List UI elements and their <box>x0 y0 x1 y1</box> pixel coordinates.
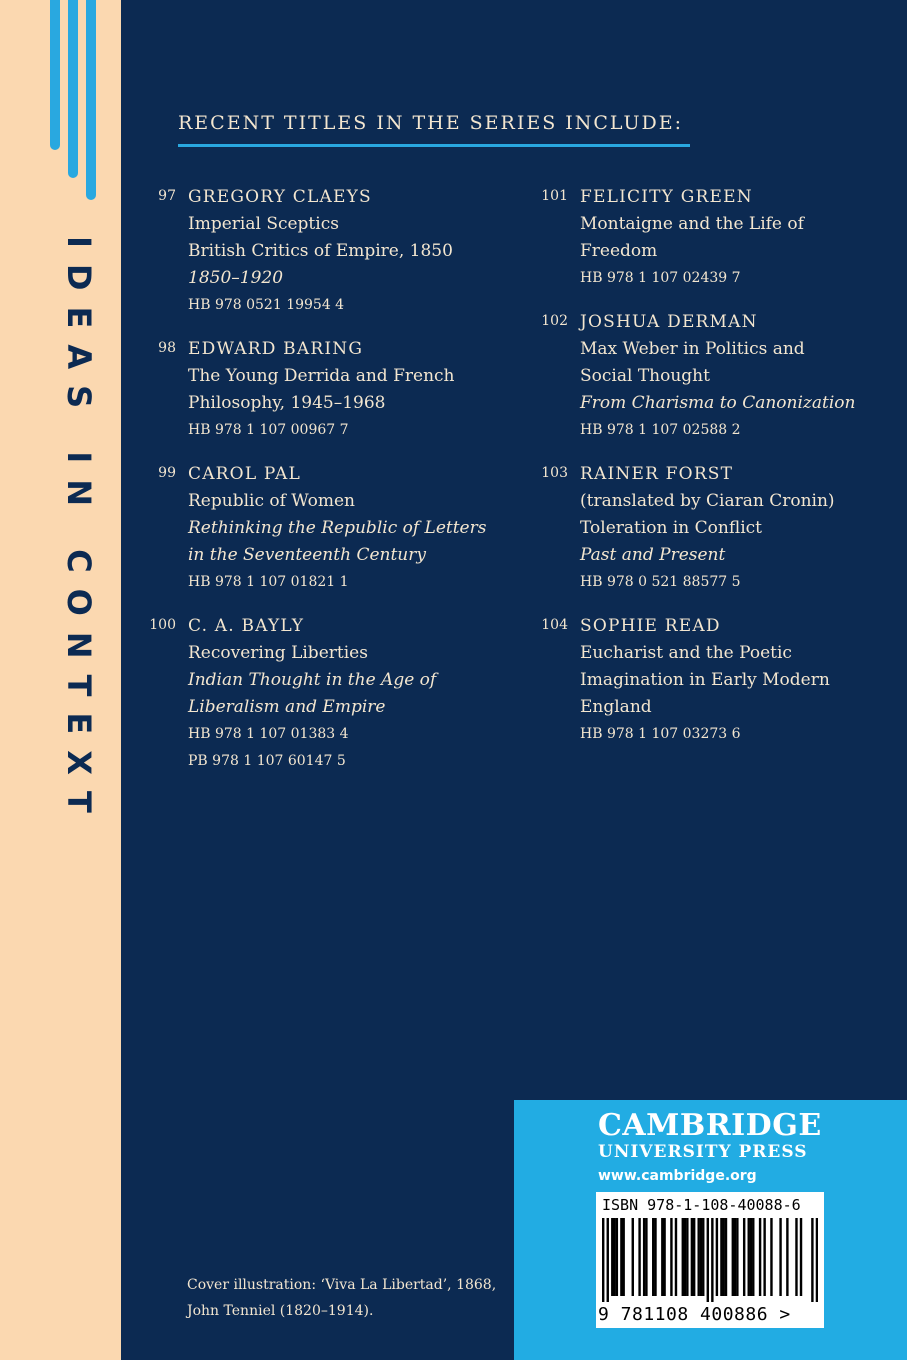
barcode-bar <box>795 1218 797 1296</box>
book-title: British Critics of Empire, 1850 <box>188 241 453 261</box>
book-number: 102 <box>541 313 568 329</box>
barcode-bar <box>700 1218 702 1296</box>
book-title: Montaigne and the Life of <box>580 214 804 234</box>
barcode-bar <box>632 1218 634 1296</box>
barcode-bar <box>643 1218 645 1296</box>
barcode-bar <box>716 1218 718 1296</box>
barcode-bar <box>620 1218 622 1296</box>
book-author: RAINER FORST <box>580 464 734 484</box>
book-subtitle: 1850–1920 <box>188 268 284 288</box>
book-author: SOPHIE READ <box>580 616 721 636</box>
book-isbn: HB 978 1 107 01821 1 <box>188 574 349 590</box>
barcode-bar <box>779 1218 781 1296</box>
barcode-bar <box>602 1218 604 1302</box>
book-title: Eucharist and the Poetic <box>580 643 792 663</box>
book-entry <box>140 613 490 775</box>
spine <box>0 0 121 1360</box>
barcode-bar <box>684 1218 686 1296</box>
publisher-url[interactable]: www.cambridge.org <box>598 1168 757 1184</box>
book-isbn: HB 978 1 107 02588 2 <box>580 422 741 438</box>
barcode-bar <box>611 1218 613 1296</box>
series-heading: RECENT TITLES IN THE SERIES INCLUDE: <box>178 112 684 134</box>
right-column <box>532 184 862 765</box>
book-subtitle: From Charisma to Canonization <box>580 393 856 413</box>
book-author: C. A. BAYLY <box>188 616 305 636</box>
barcode-bar <box>645 1218 647 1296</box>
barcode-bar <box>725 1218 727 1296</box>
spine-stripe <box>68 0 78 178</box>
barcode-bar <box>691 1218 693 1296</box>
book-title: Recovering Liberties <box>188 643 368 663</box>
book-number: 98 <box>158 340 176 356</box>
book-isbn: HB 978 1 107 00967 7 <box>188 422 349 438</box>
book-number: 101 <box>541 188 568 204</box>
book-isbn: HB 978 0 521 88577 5 <box>580 574 741 590</box>
book-isbn: HB 978 1 107 02439 7 <box>580 270 741 286</box>
cover-note-line: Cover illustration: ‘Viva La Libertad’, 1868, <box>187 1277 497 1293</box>
book-subtitle: Liberalism and Empire <box>188 697 386 717</box>
barcode-bar <box>770 1218 772 1296</box>
barcode-bar <box>697 1218 699 1296</box>
barcode-bar <box>707 1218 709 1302</box>
book-title: Toleration in Conflict <box>580 518 762 538</box>
book-subtitle: Rethinking the Republic of Letters <box>188 518 487 538</box>
barcode-digits: 9 781108 400886 > <box>598 1304 791 1325</box>
heading-rule <box>178 144 690 147</box>
barcode-bar <box>693 1218 695 1296</box>
publisher-subname: UNIVERSITY PRESS <box>598 1142 808 1162</box>
barcode-bar <box>616 1218 618 1296</box>
book-author: JOSHUA DERMAN <box>580 312 758 332</box>
book-title: England <box>580 697 652 717</box>
book-entry <box>532 184 862 292</box>
book-number: 99 <box>158 465 176 481</box>
book-author: CAROL PAL <box>188 464 301 484</box>
left-column <box>140 184 490 792</box>
barcode-bar <box>743 1218 745 1296</box>
book-entry <box>140 184 490 319</box>
barcode-bar <box>732 1218 734 1296</box>
barcode-bar <box>759 1218 761 1296</box>
barcode-bar <box>682 1218 684 1296</box>
barcode-bar <box>686 1218 688 1296</box>
barcode-bar <box>750 1218 752 1296</box>
book-entry <box>532 461 862 596</box>
spine-stripe <box>50 0 60 150</box>
barcode-area <box>596 1192 824 1328</box>
barcode-bar <box>702 1218 704 1296</box>
barcode-bar <box>786 1218 788 1296</box>
book-number: 103 <box>541 465 568 481</box>
isbn-label: ISBN 978-1-108-40088-6 <box>602 1196 801 1214</box>
barcode-bar <box>711 1218 713 1302</box>
book-subtitle: Past and Present <box>580 545 726 565</box>
book-title: Republic of Women <box>188 491 355 511</box>
barcode-bar <box>748 1218 750 1296</box>
barcode-bar <box>670 1218 672 1296</box>
barcode-bar <box>736 1218 738 1296</box>
publisher-box <box>514 1100 907 1360</box>
book-entry <box>140 336 490 444</box>
barcode-bar <box>654 1218 656 1296</box>
book-isbn: HB 978 0521 19954 4 <box>188 297 345 313</box>
barcode-bar <box>652 1218 654 1296</box>
book-entry <box>532 309 862 444</box>
barcode <box>602 1218 818 1302</box>
book-title: Social Thought <box>580 366 710 386</box>
barcode-bar <box>816 1218 818 1302</box>
book-isbn: HB 978 1 107 01383 4 <box>188 726 349 742</box>
book-number: 100 <box>149 617 176 633</box>
publisher-name: CAMBRIDGE <box>598 1108 822 1143</box>
book-author: EDWARD BARING <box>188 339 364 359</box>
spine-stripe <box>86 0 96 200</box>
book-number: 97 <box>158 188 176 204</box>
barcode-bar <box>763 1218 765 1296</box>
cover-illustration-credit <box>187 1272 507 1324</box>
book-title: Max Weber in Politics and <box>580 339 805 359</box>
book-title: Imagination in Early Modern <box>580 670 830 690</box>
barcode-bar <box>752 1218 754 1296</box>
book-entry <box>140 461 490 596</box>
book-isbn: PB 978 1 107 60147 5 <box>188 753 346 769</box>
barcode-bar <box>675 1218 677 1296</box>
book-subtitle: Indian Thought in the Age of <box>188 670 437 690</box>
barcode-bar <box>661 1218 663 1296</box>
barcode-bar <box>734 1218 736 1296</box>
barcode-bar <box>663 1218 665 1296</box>
book-title: Freedom <box>580 241 658 261</box>
barcode-bar <box>800 1218 802 1296</box>
book-author: FELICITY GREEN <box>580 187 753 207</box>
book-title: Imperial Sceptics <box>188 214 339 234</box>
book-number: 104 <box>541 617 568 633</box>
book-title: Philosophy, 1945–1968 <box>188 393 386 413</box>
book-title: (translated by Ciaran Cronin) <box>580 491 835 511</box>
cover-note-line: John Tenniel (1820–1914). <box>187 1303 374 1319</box>
barcode-bar <box>613 1218 615 1296</box>
book-author: GREGORY CLAEYS <box>188 187 372 207</box>
barcode-bar <box>720 1218 722 1296</box>
barcode-bar <box>638 1218 640 1296</box>
book-entry <box>532 613 862 748</box>
series-title: IDEAS IN CONTEXT <box>60 236 98 829</box>
barcode-bar <box>622 1218 624 1296</box>
barcode-bar <box>607 1218 609 1302</box>
barcode-bar <box>723 1218 725 1296</box>
book-title: The Young Derrida and French <box>188 366 455 386</box>
barcode-bar <box>811 1218 813 1302</box>
book-subtitle: in the Seventeenth Century <box>188 545 426 565</box>
book-isbn: HB 978 1 107 03273 6 <box>580 726 741 742</box>
